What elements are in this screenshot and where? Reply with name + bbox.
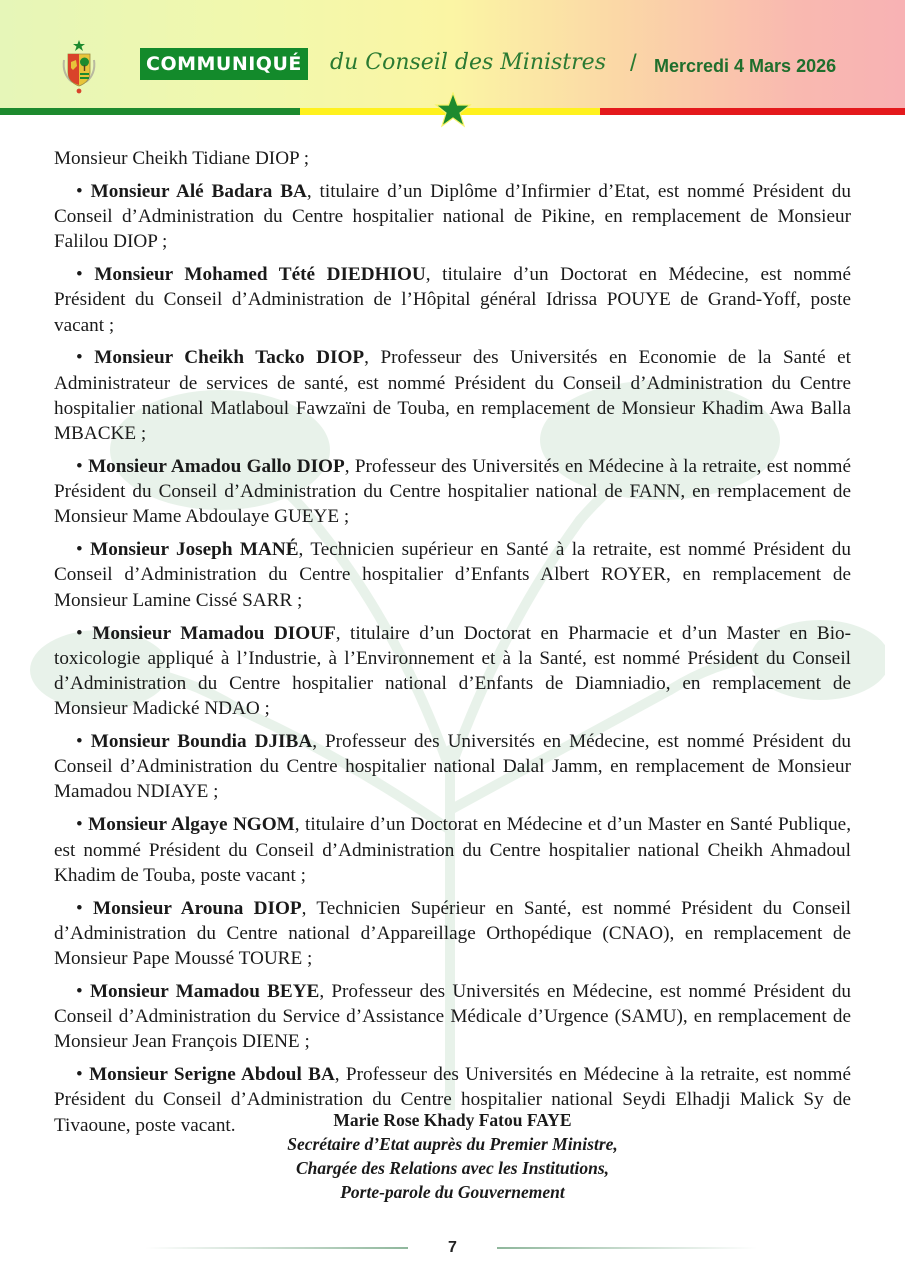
bullet-icon: • (76, 539, 83, 561)
bullet-icon: • (76, 180, 83, 202)
appointment-item (54, 979, 851, 1055)
appointment-item (54, 345, 851, 446)
star-icon (434, 92, 472, 128)
intro-line: Monsieur Cheikh Tidiane DIOP ; (54, 148, 310, 169)
footer-rule-right (497, 1247, 757, 1249)
page-number: 7 (448, 1239, 457, 1256)
appointment-text: , Professeur des Universités en Médecine, est nommé Président du Conseil d’Administration du Centre hospitalier national Dalal Jamm, en remplacement de Monsieur Mamadou NDIAYE ; (54, 731, 852, 803)
bullet-icon: • (76, 1064, 83, 1086)
appointment-text: , titulaire d’un Diplôme d’Infirmier d’Etat, est nommé Président du Conseil d’Administration du Centre hospitalier national de Pikine, en remplacement de Monsieur Falilou DIOP ; (54, 180, 851, 253)
signatory-title-line: Porte-parole du Gouvernement (340, 1182, 565, 1202)
bullet-icon: • (76, 455, 83, 477)
bullet-icon: • (76, 347, 83, 369)
bullet-icon: • (76, 622, 83, 644)
bullet-icon: • (76, 814, 83, 836)
signature-block (0, 1108, 905, 1204)
page-footer (0, 1236, 905, 1260)
flag-stripe-green (0, 108, 300, 115)
appointment-text: , titulaire d’un Doctorat en Médecine, est nommé Président du Conseil d’Administration de l’Hôpital général Idrissa POUYE de Grand-Yoff, poste vacant ; (54, 264, 852, 336)
bullet-icon: • (76, 897, 83, 919)
appointment-text: , Technicien Supérieur en Santé, est nommé Président du Conseil d’Administration du Centre national d’Appareillage Orthopédique (CNAO), en remplacement de Monsieur Pape Moussé TOURE ; (54, 897, 851, 970)
bullet-icon: • (76, 731, 83, 753)
appointment-item (54, 896, 851, 972)
appointment-item (54, 729, 851, 805)
appointment-item (54, 179, 851, 255)
appointee-name: Monsieur Algaye NGOM (88, 814, 295, 836)
appointment-item (54, 454, 851, 530)
signatory-title-line: Secrétaire d’Etat auprès du Premier Ministre, (287, 1134, 618, 1154)
appointee-name: Monsieur Cheikh Tacko DIOP (94, 347, 365, 369)
appointee-name: Monsieur Serigne Abdoul BA (89, 1064, 335, 1086)
appointee-name: Monsieur Boundia DJIBA (90, 731, 313, 753)
coat-of-arms-icon (60, 38, 98, 96)
appointee-name: Monsieur Mamadou BEYE (89, 980, 320, 1002)
appointee-name: Monsieur Mamadou DIOUF (92, 622, 336, 644)
appointment-item (54, 621, 851, 722)
appointee-name: Monsieur Alé Badara BA (90, 180, 307, 202)
appointment-text: , Professeur des Universités en Médecine à la retraite, est nommé Président du Conseil d’Administration du Centre hospitalier national Seydi Elhadji Malick Sy de Tivaoune, poste vacant. (54, 1064, 851, 1136)
flag-stripe-red (600, 108, 905, 115)
appointee-name: Monsieur Amadou Gallo DIOP (88, 455, 345, 477)
appointee-name: Monsieur Joseph MANÉ (90, 539, 299, 561)
appointment-text: , titulaire d’un Doctorat en Pharmacie et d’un Master en Bio-toxicologie appliqué à l’Industrie, à l’Environnement et à la Santé, est nommé Président du Conseil d’Administration du Centre hospitalier national d’Enfants de Diamniadio, en remplacement de Monsieur Madické NDAO ; (54, 622, 852, 720)
header-subtitle: du Conseil des Ministres (330, 50, 606, 75)
appointment-text: , Professeur des Universités en Médecine à la retraite, est nommé Président du Conseil d’Administration du Centre hospitalier national de FANN, en remplacement de Monsieur Mame Abdoulaye GUEYE ; (54, 455, 851, 528)
communique-body (54, 146, 851, 1146)
appointee-name: Monsieur Mohamed Tété DIEDHIOU (94, 264, 426, 286)
header-separator: / (630, 50, 637, 77)
signatory-title-line: Chargée des Relations avec les Institutions, (295, 1158, 610, 1178)
appointment-text: , titulaire d’un Doctorat en Médecine et d’un Master en Santé Publique, est nommé Président du Conseil d’Administration du Centre hospitalier national Cheikh Ahmadoul Khadim de Touba, poste vacant ; (54, 814, 851, 886)
appointment-item (54, 537, 851, 613)
appointment-item (54, 812, 851, 888)
appointment-text: , Technicien supérieur en Santé à la retraite, est nommé Président du Conseil d’Administration du Centre hospitalier d’Enfants Albert ROYER, en remplacement de Monsieur Lamine Cissé SARR ; (54, 539, 851, 611)
bullet-icon: • (76, 264, 83, 286)
appointment-text: , Professeur des Universités en Médecine, est nommé Président du Conseil d’Administration du Service d’Assistance Médicale d’Urgence (SAMU), en remplacement de Monsieur Jean François DIENE ; (54, 980, 852, 1053)
header-date: Mercredi 4 Mars 2026 (654, 56, 837, 76)
communique-badge: COMMUNIQUÉ (140, 48, 308, 80)
appointee-name: Monsieur Arouna DIOP (93, 897, 302, 919)
appointment-text: , Professeur des Universités en Economie de la Santé et Administrateur de services de santé, est nommé Président du Conseil d’Administration du Centre hospitalier national Matlaboul Fawzaïni de Touba, en remplacement de Monsieur Khadim Awa Balla MBACKE ; (54, 347, 851, 445)
signatory-name: Marie Rose Khady Fatou FAYE (333, 1110, 572, 1130)
bullet-icon: • (76, 980, 83, 1002)
appointment-item (54, 262, 851, 338)
